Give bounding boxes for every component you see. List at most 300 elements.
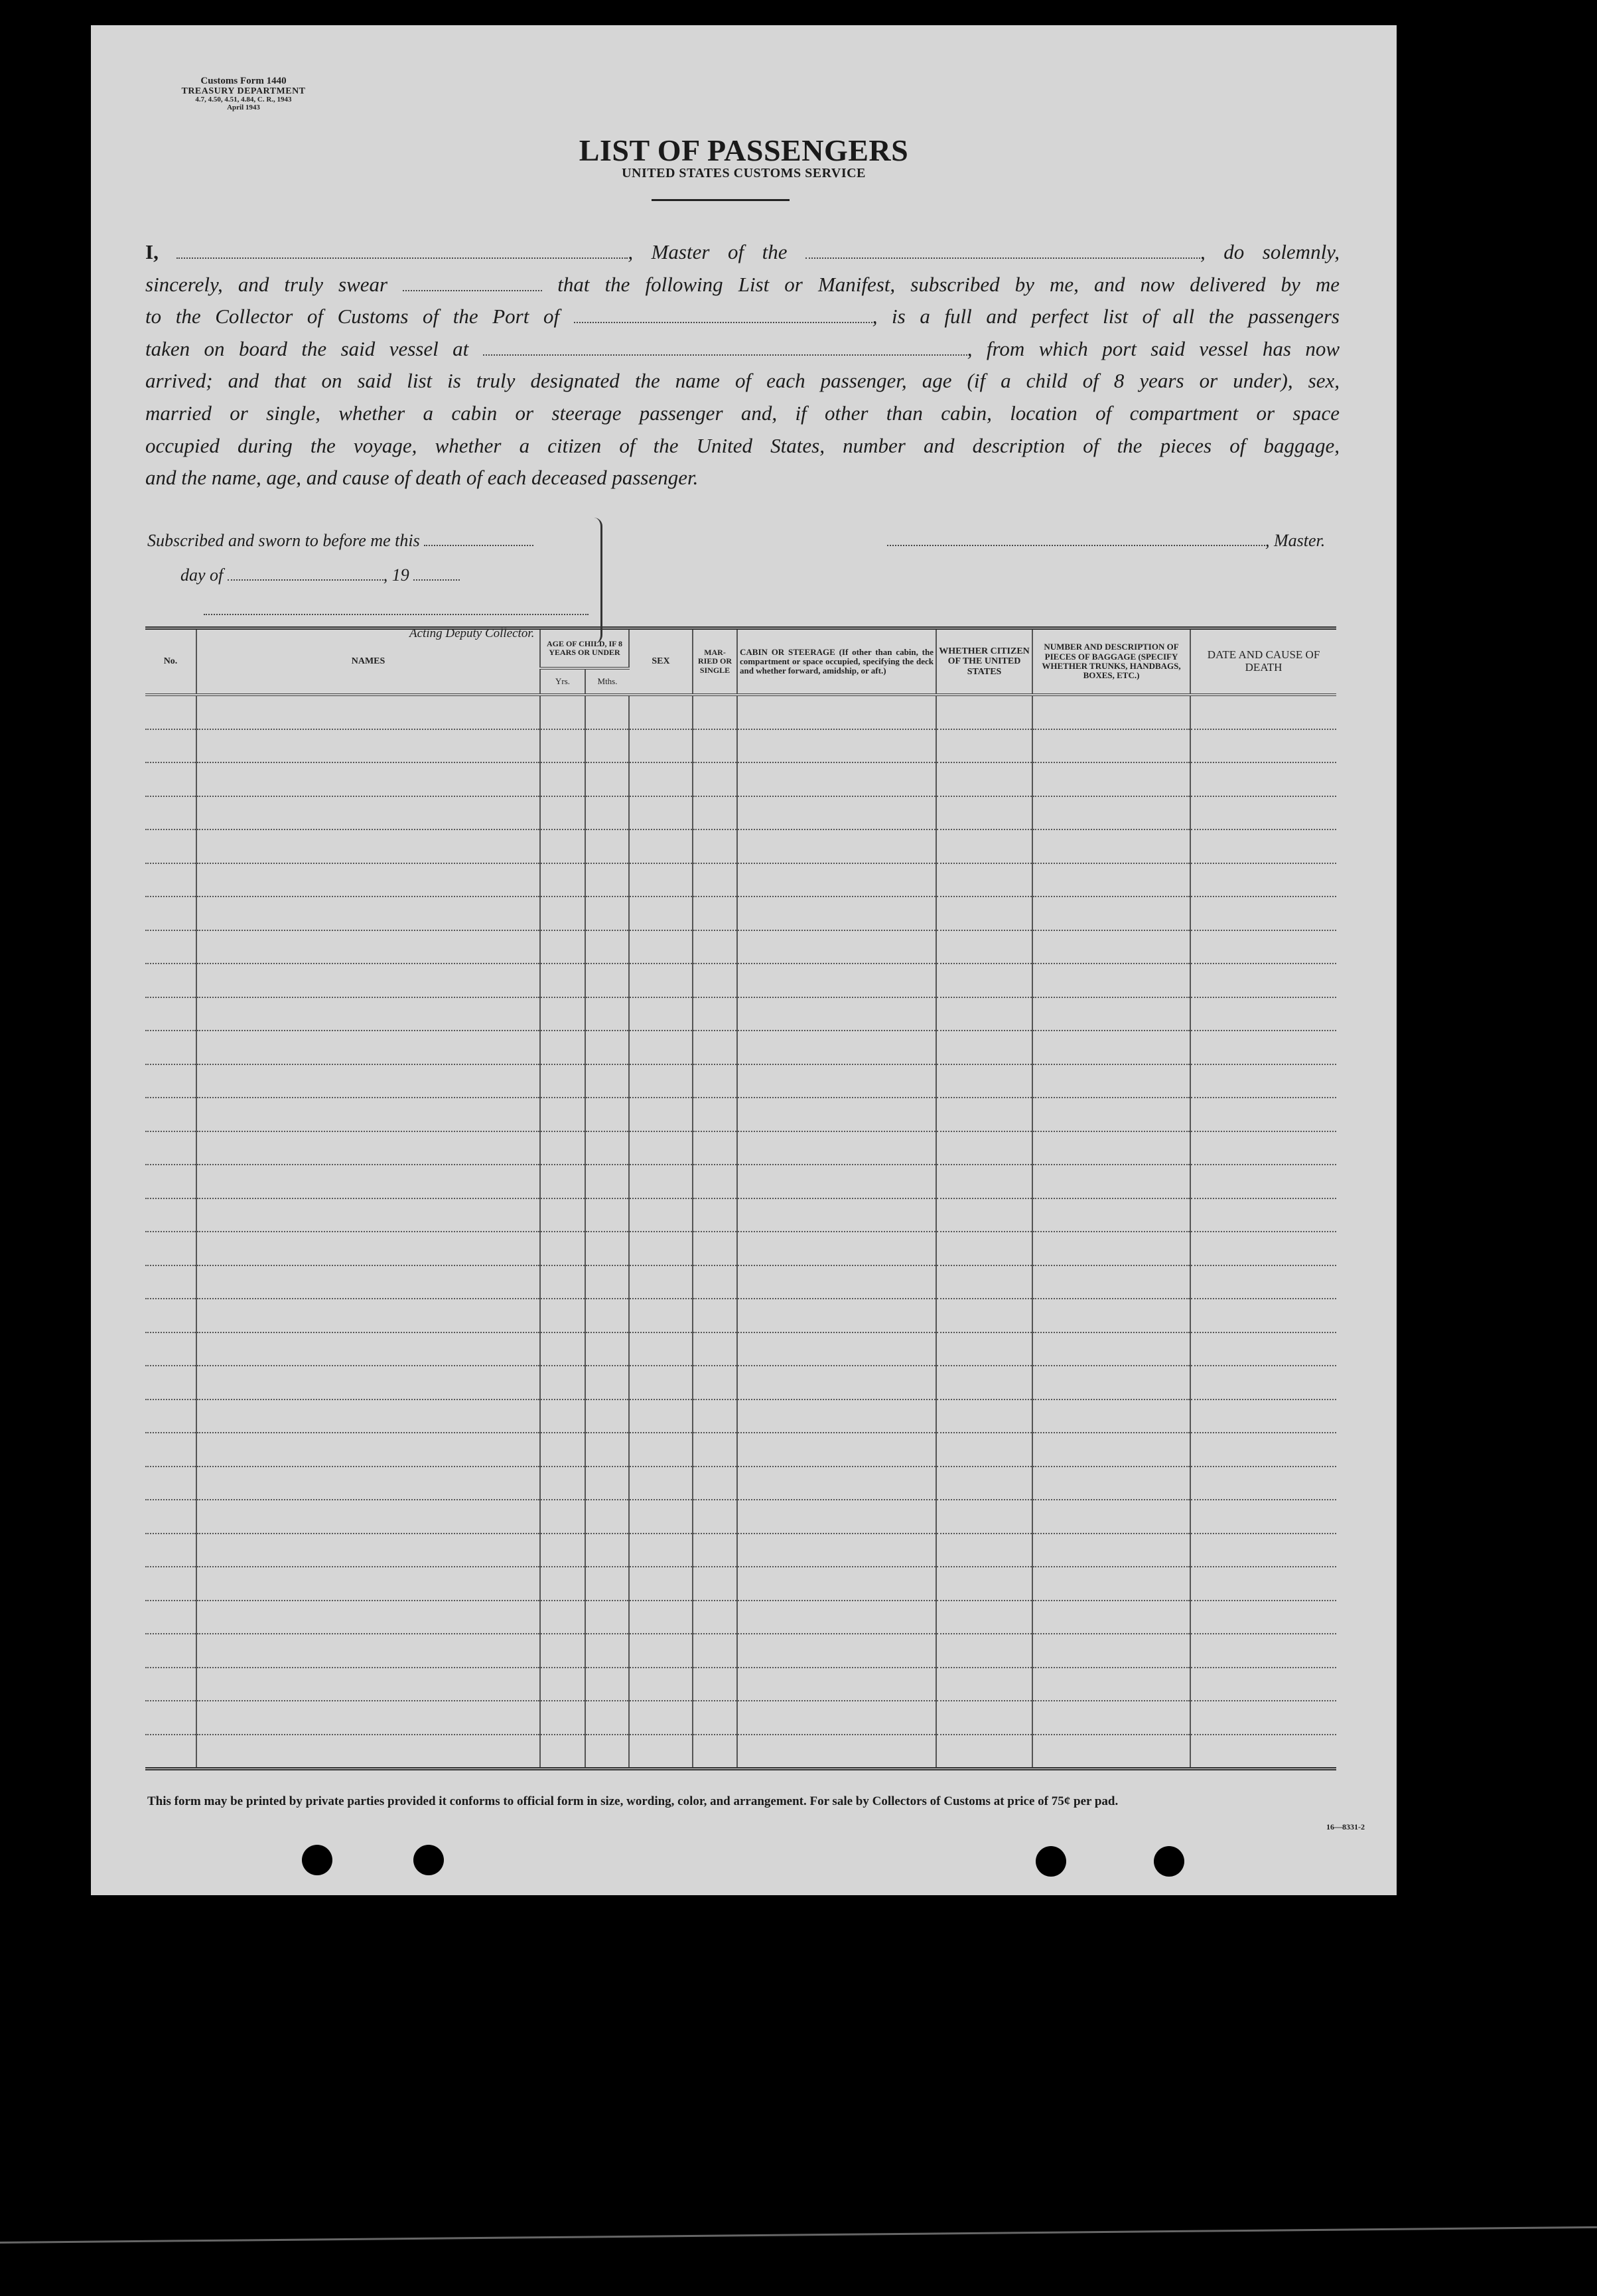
cell-name[interactable] xyxy=(196,729,540,763)
cell-cabin[interactable] xyxy=(737,1567,936,1601)
cell-citizen[interactable] xyxy=(936,1265,1032,1299)
cell-age-yrs[interactable] xyxy=(540,964,585,997)
cell-age-yrs[interactable] xyxy=(540,1634,585,1668)
cell-death[interactable] xyxy=(1190,1433,1336,1467)
cell-cabin[interactable] xyxy=(737,1299,936,1332)
cell-age-yrs[interactable] xyxy=(540,1668,585,1701)
master-signature-field[interactable] xyxy=(887,541,1265,546)
cell-baggage[interactable] xyxy=(1032,1668,1190,1701)
sworn-day-field[interactable] xyxy=(424,541,533,546)
cell-death[interactable] xyxy=(1190,1567,1336,1601)
cell-age-yrs[interactable] xyxy=(540,1332,585,1366)
cell-citizen[interactable] xyxy=(936,1299,1032,1332)
cell-cabin[interactable] xyxy=(737,1064,936,1098)
cell-married[interactable] xyxy=(693,997,737,1031)
cell-age-yrs[interactable] xyxy=(540,1232,585,1265)
cell-married[interactable] xyxy=(693,695,737,729)
cell-age-mths[interactable] xyxy=(585,1031,629,1064)
cell-married[interactable] xyxy=(693,1198,737,1232)
cell-sex[interactable] xyxy=(629,1098,693,1131)
cell-no[interactable] xyxy=(145,1567,196,1601)
cell-baggage[interactable] xyxy=(1032,695,1190,729)
cell-name[interactable] xyxy=(196,1232,540,1265)
cell-married[interactable] xyxy=(693,863,737,897)
cell-married[interactable] xyxy=(693,1668,737,1701)
cell-death[interactable] xyxy=(1190,829,1336,863)
cell-married[interactable] xyxy=(693,1232,737,1265)
cell-sex[interactable] xyxy=(629,1232,693,1265)
sworn-year-field[interactable] xyxy=(413,575,460,581)
cell-death[interactable] xyxy=(1190,1064,1336,1098)
cell-sex[interactable] xyxy=(629,1332,693,1366)
cell-no[interactable] xyxy=(145,796,196,830)
cell-name[interactable] xyxy=(196,997,540,1031)
cell-married[interactable] xyxy=(693,1131,737,1165)
cell-married[interactable] xyxy=(693,964,737,997)
cell-death[interactable] xyxy=(1190,1366,1336,1399)
cell-baggage[interactable] xyxy=(1032,1601,1190,1634)
cell-death[interactable] xyxy=(1190,863,1336,897)
cell-name[interactable] xyxy=(196,1500,540,1534)
cell-age-mths[interactable] xyxy=(585,762,629,796)
cell-cabin[interactable] xyxy=(737,1601,936,1634)
cell-age-yrs[interactable] xyxy=(540,1064,585,1098)
cell-name[interactable] xyxy=(196,897,540,930)
cell-baggage[interactable] xyxy=(1032,1265,1190,1299)
cell-baggage[interactable] xyxy=(1032,1366,1190,1399)
oath-blank-field[interactable] xyxy=(403,286,542,291)
cell-baggage[interactable] xyxy=(1032,1701,1190,1735)
cell-age-mths[interactable] xyxy=(585,1265,629,1299)
cell-no[interactable] xyxy=(145,1131,196,1165)
cell-cabin[interactable] xyxy=(737,1735,936,1769)
cell-age-yrs[interactable] xyxy=(540,729,585,763)
cell-death[interactable] xyxy=(1190,1265,1336,1299)
cell-citizen[interactable] xyxy=(936,1332,1032,1366)
cell-age-mths[interactable] xyxy=(585,1634,629,1668)
cell-married[interactable] xyxy=(693,1265,737,1299)
cell-married[interactable] xyxy=(693,930,737,964)
cell-death[interactable] xyxy=(1190,1098,1336,1131)
cell-name[interactable] xyxy=(196,1332,540,1366)
cell-death[interactable] xyxy=(1190,729,1336,763)
cell-citizen[interactable] xyxy=(936,1735,1032,1769)
cell-death[interactable] xyxy=(1190,1399,1336,1433)
cell-sex[interactable] xyxy=(629,762,693,796)
cell-age-yrs[interactable] xyxy=(540,1399,585,1433)
cell-citizen[interactable] xyxy=(936,1433,1032,1467)
cell-name[interactable] xyxy=(196,1131,540,1165)
cell-citizen[interactable] xyxy=(936,1232,1032,1265)
cell-sex[interactable] xyxy=(629,1433,693,1467)
cell-citizen[interactable] xyxy=(936,1098,1032,1131)
sworn-month-field[interactable] xyxy=(228,575,383,581)
cell-cabin[interactable] xyxy=(737,762,936,796)
cell-cabin[interactable] xyxy=(737,1198,936,1232)
cell-married[interactable] xyxy=(693,829,737,863)
cell-citizen[interactable] xyxy=(936,1198,1032,1232)
cell-name[interactable] xyxy=(196,1165,540,1198)
cell-citizen[interactable] xyxy=(936,1500,1032,1534)
cell-no[interactable] xyxy=(145,695,196,729)
cell-baggage[interactable] xyxy=(1032,1131,1190,1165)
cell-baggage[interactable] xyxy=(1032,863,1190,897)
cell-sex[interactable] xyxy=(629,1031,693,1064)
cell-no[interactable] xyxy=(145,897,196,930)
cell-baggage[interactable] xyxy=(1032,796,1190,830)
cell-death[interactable] xyxy=(1190,695,1336,729)
cell-baggage[interactable] xyxy=(1032,1165,1190,1198)
cell-baggage[interactable] xyxy=(1032,897,1190,930)
cell-citizen[interactable] xyxy=(936,1701,1032,1735)
cell-cabin[interactable] xyxy=(737,897,936,930)
cell-name[interactable] xyxy=(196,1567,540,1601)
cell-cabin[interactable] xyxy=(737,997,936,1031)
cell-sex[interactable] xyxy=(629,1366,693,1399)
cell-cabin[interactable] xyxy=(737,1634,936,1668)
cell-baggage[interactable] xyxy=(1032,1198,1190,1232)
cell-citizen[interactable] xyxy=(936,1165,1032,1198)
cell-death[interactable] xyxy=(1190,964,1336,997)
cell-married[interactable] xyxy=(693,1399,737,1433)
cell-age-mths[interactable] xyxy=(585,1399,629,1433)
cell-no[interactable] xyxy=(145,1165,196,1198)
cell-age-mths[interactable] xyxy=(585,1467,629,1500)
cell-sex[interactable] xyxy=(629,695,693,729)
cell-death[interactable] xyxy=(1190,1232,1336,1265)
cell-sex[interactable] xyxy=(629,1567,693,1601)
cell-citizen[interactable] xyxy=(936,829,1032,863)
cell-sex[interactable] xyxy=(629,1634,693,1668)
cell-cabin[interactable] xyxy=(737,1165,936,1198)
cell-age-yrs[interactable] xyxy=(540,897,585,930)
cell-age-mths[interactable] xyxy=(585,997,629,1031)
cell-death[interactable] xyxy=(1190,997,1336,1031)
cell-death[interactable] xyxy=(1190,1467,1336,1500)
cell-sex[interactable] xyxy=(629,930,693,964)
cell-sex[interactable] xyxy=(629,829,693,863)
cell-name[interactable] xyxy=(196,762,540,796)
cell-age-mths[interactable] xyxy=(585,1098,629,1131)
cell-age-yrs[interactable] xyxy=(540,1198,585,1232)
cell-citizen[interactable] xyxy=(936,1031,1032,1064)
cell-death[interactable] xyxy=(1190,930,1336,964)
cell-death[interactable] xyxy=(1190,1198,1336,1232)
cell-no[interactable] xyxy=(145,1433,196,1467)
cell-age-yrs[interactable] xyxy=(540,796,585,830)
cell-married[interactable] xyxy=(693,1064,737,1098)
cell-age-yrs[interactable] xyxy=(540,1567,585,1601)
cell-no[interactable] xyxy=(145,930,196,964)
cell-name[interactable] xyxy=(196,1366,540,1399)
cell-citizen[interactable] xyxy=(936,695,1032,729)
cell-cabin[interactable] xyxy=(737,930,936,964)
cell-death[interactable] xyxy=(1190,1332,1336,1366)
cell-married[interactable] xyxy=(693,1366,737,1399)
cell-married[interactable] xyxy=(693,1332,737,1366)
cell-sex[interactable] xyxy=(629,1735,693,1769)
cell-death[interactable] xyxy=(1190,1031,1336,1064)
cell-sex[interactable] xyxy=(629,1299,693,1332)
cell-baggage[interactable] xyxy=(1032,1567,1190,1601)
cell-sex[interactable] xyxy=(629,1601,693,1634)
cell-name[interactable] xyxy=(196,1735,540,1769)
cell-age-mths[interactable] xyxy=(585,1064,629,1098)
cell-cabin[interactable] xyxy=(737,1098,936,1131)
cell-name[interactable] xyxy=(196,1098,540,1131)
cell-age-yrs[interactable] xyxy=(540,1031,585,1064)
cell-cabin[interactable] xyxy=(737,729,936,763)
cell-citizen[interactable] xyxy=(936,897,1032,930)
cell-cabin[interactable] xyxy=(737,1265,936,1299)
cell-no[interactable] xyxy=(145,1265,196,1299)
cell-age-mths[interactable] xyxy=(585,1332,629,1366)
cell-age-mths[interactable] xyxy=(585,1601,629,1634)
cell-no[interactable] xyxy=(145,1098,196,1131)
cell-cabin[interactable] xyxy=(737,1500,936,1534)
cell-citizen[interactable] xyxy=(936,1399,1032,1433)
cell-baggage[interactable] xyxy=(1032,1634,1190,1668)
cell-no[interactable] xyxy=(145,1668,196,1701)
cell-sex[interactable] xyxy=(629,1399,693,1433)
cell-age-mths[interactable] xyxy=(585,964,629,997)
cell-married[interactable] xyxy=(693,1299,737,1332)
cell-no[interactable] xyxy=(145,729,196,763)
cell-no[interactable] xyxy=(145,1735,196,1769)
cell-age-yrs[interactable] xyxy=(540,1366,585,1399)
cell-age-mths[interactable] xyxy=(585,897,629,930)
departure-port-field[interactable] xyxy=(483,350,967,356)
cell-age-yrs[interactable] xyxy=(540,1601,585,1634)
cell-cabin[interactable] xyxy=(737,1332,936,1366)
cell-no[interactable] xyxy=(145,1031,196,1064)
cell-age-mths[interactable] xyxy=(585,829,629,863)
cell-citizen[interactable] xyxy=(936,1467,1032,1500)
cell-age-yrs[interactable] xyxy=(540,1701,585,1735)
cell-name[interactable] xyxy=(196,1433,540,1467)
cell-name[interactable] xyxy=(196,1265,540,1299)
cell-married[interactable] xyxy=(693,1500,737,1534)
cell-no[interactable] xyxy=(145,1366,196,1399)
cell-married[interactable] xyxy=(693,1634,737,1668)
cell-death[interactable] xyxy=(1190,1534,1336,1567)
cell-age-yrs[interactable] xyxy=(540,1433,585,1467)
cell-sex[interactable] xyxy=(629,897,693,930)
cell-age-mths[interactable] xyxy=(585,1668,629,1701)
cell-name[interactable] xyxy=(196,1668,540,1701)
cell-sex[interactable] xyxy=(629,1064,693,1098)
cell-sex[interactable] xyxy=(629,863,693,897)
cell-baggage[interactable] xyxy=(1032,964,1190,997)
cell-age-yrs[interactable] xyxy=(540,1098,585,1131)
cell-cabin[interactable] xyxy=(737,1031,936,1064)
cell-married[interactable] xyxy=(693,1031,737,1064)
cell-no[interactable] xyxy=(145,1500,196,1534)
vessel-name-field[interactable] xyxy=(805,253,1200,259)
cell-no[interactable] xyxy=(145,1701,196,1735)
cell-no[interactable] xyxy=(145,863,196,897)
cell-baggage[interactable] xyxy=(1032,1064,1190,1098)
cell-cabin[interactable] xyxy=(737,829,936,863)
collector-signature-field[interactable] xyxy=(204,610,589,615)
cell-no[interactable] xyxy=(145,829,196,863)
cell-married[interactable] xyxy=(693,897,737,930)
cell-sex[interactable] xyxy=(629,1265,693,1299)
cell-age-yrs[interactable] xyxy=(540,1299,585,1332)
cell-age-yrs[interactable] xyxy=(540,1467,585,1500)
cell-no[interactable] xyxy=(145,1198,196,1232)
cell-sex[interactable] xyxy=(629,796,693,830)
cell-age-mths[interactable] xyxy=(585,863,629,897)
cell-no[interactable] xyxy=(145,964,196,997)
cell-citizen[interactable] xyxy=(936,997,1032,1031)
cell-no[interactable] xyxy=(145,1064,196,1098)
cell-sex[interactable] xyxy=(629,997,693,1031)
cell-baggage[interactable] xyxy=(1032,729,1190,763)
cell-citizen[interactable] xyxy=(936,1131,1032,1165)
port-field[interactable] xyxy=(574,318,872,323)
cell-married[interactable] xyxy=(693,1735,737,1769)
cell-citizen[interactable] xyxy=(936,930,1032,964)
cell-baggage[interactable] xyxy=(1032,1098,1190,1131)
cell-sex[interactable] xyxy=(629,1131,693,1165)
cell-baggage[interactable] xyxy=(1032,829,1190,863)
cell-baggage[interactable] xyxy=(1032,1500,1190,1534)
cell-death[interactable] xyxy=(1190,1165,1336,1198)
cell-citizen[interactable] xyxy=(936,1064,1032,1098)
cell-baggage[interactable] xyxy=(1032,1332,1190,1366)
cell-baggage[interactable] xyxy=(1032,1232,1190,1265)
cell-name[interactable] xyxy=(196,1064,540,1098)
cell-cabin[interactable] xyxy=(737,1232,936,1265)
cell-baggage[interactable] xyxy=(1032,1467,1190,1500)
cell-no[interactable] xyxy=(145,1399,196,1433)
cell-baggage[interactable] xyxy=(1032,1299,1190,1332)
cell-death[interactable] xyxy=(1190,796,1336,830)
cell-age-yrs[interactable] xyxy=(540,829,585,863)
cell-age-yrs[interactable] xyxy=(540,997,585,1031)
cell-age-mths[interactable] xyxy=(585,1131,629,1165)
cell-cabin[interactable] xyxy=(737,1433,936,1467)
cell-no[interactable] xyxy=(145,1299,196,1332)
cell-sex[interactable] xyxy=(629,1467,693,1500)
cell-cabin[interactable] xyxy=(737,1701,936,1735)
cell-no[interactable] xyxy=(145,762,196,796)
cell-age-yrs[interactable] xyxy=(540,1500,585,1534)
cell-death[interactable] xyxy=(1190,1735,1336,1769)
cell-name[interactable] xyxy=(196,964,540,997)
cell-name[interactable] xyxy=(196,1198,540,1232)
cell-age-mths[interactable] xyxy=(585,1198,629,1232)
cell-age-mths[interactable] xyxy=(585,1701,629,1735)
cell-baggage[interactable] xyxy=(1032,1735,1190,1769)
cell-citizen[interactable] xyxy=(936,1534,1032,1567)
cell-no[interactable] xyxy=(145,1634,196,1668)
cell-name[interactable] xyxy=(196,1299,540,1332)
cell-age-mths[interactable] xyxy=(585,1299,629,1332)
cell-no[interactable] xyxy=(145,1332,196,1366)
cell-death[interactable] xyxy=(1190,1668,1336,1701)
cell-citizen[interactable] xyxy=(936,1668,1032,1701)
cell-citizen[interactable] xyxy=(936,1601,1032,1634)
cell-name[interactable] xyxy=(196,695,540,729)
cell-citizen[interactable] xyxy=(936,729,1032,763)
cell-cabin[interactable] xyxy=(737,1668,936,1701)
cell-death[interactable] xyxy=(1190,897,1336,930)
cell-age-mths[interactable] xyxy=(585,1735,629,1769)
cell-sex[interactable] xyxy=(629,964,693,997)
cell-citizen[interactable] xyxy=(936,863,1032,897)
cell-cabin[interactable] xyxy=(737,1399,936,1433)
cell-sex[interactable] xyxy=(629,1500,693,1534)
cell-sex[interactable] xyxy=(629,729,693,763)
cell-name[interactable] xyxy=(196,1701,540,1735)
cell-married[interactable] xyxy=(693,1165,737,1198)
cell-age-mths[interactable] xyxy=(585,1500,629,1534)
cell-married[interactable] xyxy=(693,1433,737,1467)
cell-name[interactable] xyxy=(196,829,540,863)
cell-name[interactable] xyxy=(196,863,540,897)
cell-name[interactable] xyxy=(196,1467,540,1500)
cell-age-yrs[interactable] xyxy=(540,1165,585,1198)
cell-citizen[interactable] xyxy=(936,796,1032,830)
cell-name[interactable] xyxy=(196,1601,540,1634)
cell-name[interactable] xyxy=(196,1399,540,1433)
cell-married[interactable] xyxy=(693,1701,737,1735)
cell-cabin[interactable] xyxy=(737,964,936,997)
cell-cabin[interactable] xyxy=(737,695,936,729)
cell-death[interactable] xyxy=(1190,1500,1336,1534)
cell-sex[interactable] xyxy=(629,1534,693,1567)
cell-sex[interactable] xyxy=(629,1668,693,1701)
cell-age-mths[interactable] xyxy=(585,695,629,729)
cell-age-yrs[interactable] xyxy=(540,695,585,729)
cell-death[interactable] xyxy=(1190,1299,1336,1332)
cell-no[interactable] xyxy=(145,997,196,1031)
cell-age-yrs[interactable] xyxy=(540,1131,585,1165)
cell-baggage[interactable] xyxy=(1032,930,1190,964)
cell-married[interactable] xyxy=(693,1534,737,1567)
cell-citizen[interactable] xyxy=(936,1366,1032,1399)
cell-no[interactable] xyxy=(145,1467,196,1500)
cell-baggage[interactable] xyxy=(1032,1433,1190,1467)
cell-age-mths[interactable] xyxy=(585,1165,629,1198)
cell-baggage[interactable] xyxy=(1032,762,1190,796)
cell-married[interactable] xyxy=(693,1098,737,1131)
cell-age-yrs[interactable] xyxy=(540,863,585,897)
cell-name[interactable] xyxy=(196,1031,540,1064)
cell-married[interactable] xyxy=(693,796,737,830)
cell-death[interactable] xyxy=(1190,1634,1336,1668)
cell-baggage[interactable] xyxy=(1032,997,1190,1031)
cell-age-mths[interactable] xyxy=(585,1567,629,1601)
cell-age-mths[interactable] xyxy=(585,796,629,830)
cell-age-mths[interactable] xyxy=(585,1433,629,1467)
cell-married[interactable] xyxy=(693,1467,737,1500)
master-name-field[interactable] xyxy=(176,253,628,259)
cell-death[interactable] xyxy=(1190,762,1336,796)
cell-age-mths[interactable] xyxy=(585,1366,629,1399)
cell-married[interactable] xyxy=(693,729,737,763)
cell-baggage[interactable] xyxy=(1032,1031,1190,1064)
cell-cabin[interactable] xyxy=(737,1366,936,1399)
cell-married[interactable] xyxy=(693,1601,737,1634)
cell-citizen[interactable] xyxy=(936,762,1032,796)
cell-name[interactable] xyxy=(196,1534,540,1567)
cell-age-yrs[interactable] xyxy=(540,1534,585,1567)
cell-age-mths[interactable] xyxy=(585,1534,629,1567)
cell-citizen[interactable] xyxy=(936,1567,1032,1601)
